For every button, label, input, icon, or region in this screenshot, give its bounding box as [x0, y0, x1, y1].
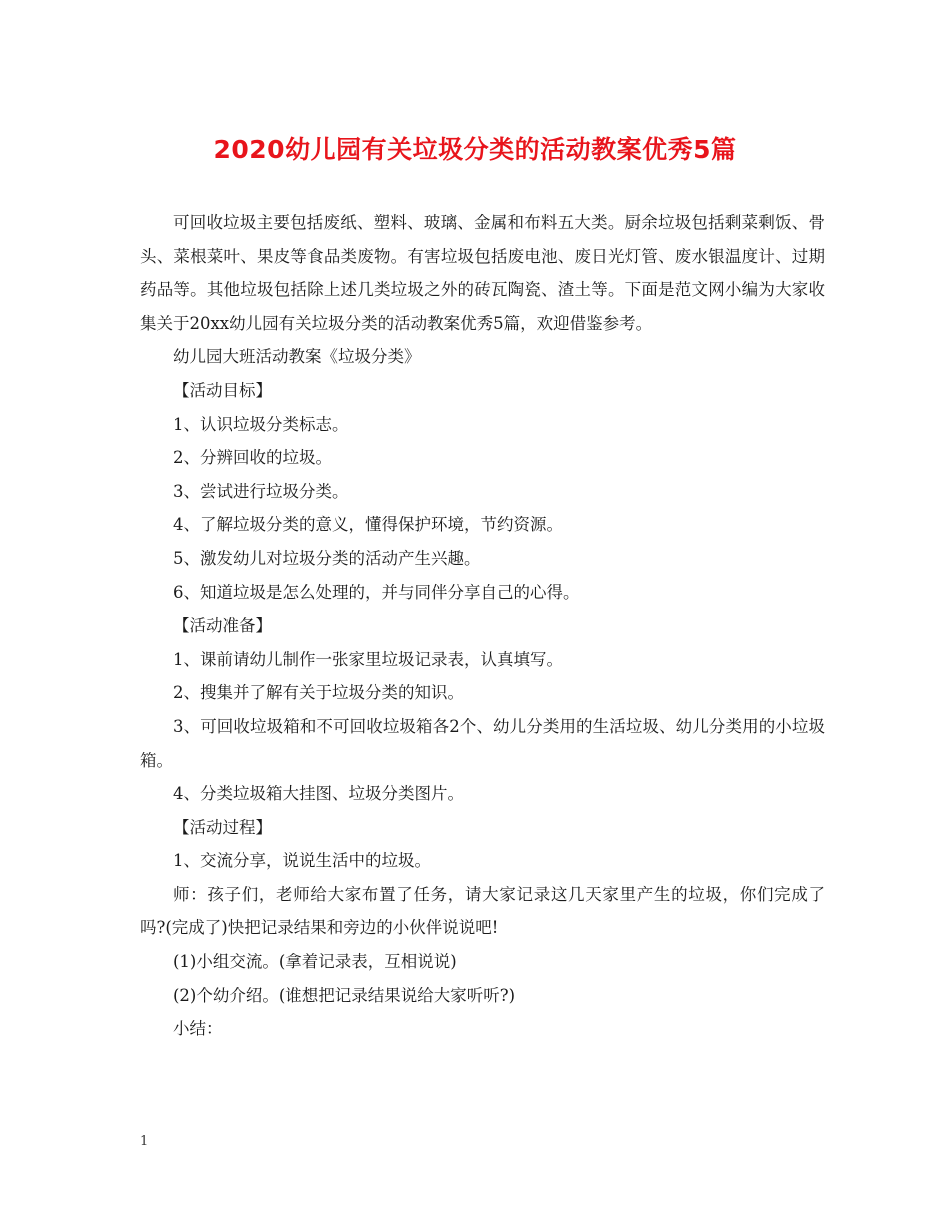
document-title: 2020幼儿园有关垃圾分类的活动教案优秀5篇 [213, 135, 737, 164]
section-heading-goals: 【活动目标】 [173, 380, 272, 400]
process-item: (2)个幼介绍。(谁想把记录结果说给大家听听?) [173, 985, 516, 1005]
goal-item: 2、分辨回收的垃圾。 [173, 448, 332, 468]
preparation-item: 2、搜集并了解有关于垃圾分类的知识。 [173, 683, 464, 703]
page-number: 1 [140, 1134, 149, 1149]
preparation-item: 4、分类垃圾箱大挂图、垃圾分类图片。 [173, 784, 464, 804]
section-heading-process: 【活动过程】 [173, 817, 272, 837]
goal-item: 6、知道垃圾是怎么处理的，并与同伴分享自己的心得。 [173, 582, 580, 602]
preparation-item: 1、课前请幼儿制作一张家里垃圾记录表，认真填写。 [173, 649, 563, 669]
process-paragraph: 师：孩子们，老师给大家布置了任务，请大家记录这几天家里产生的垃圾，你们完成了吗?(完成了)快把记录结果和旁边的小伙伴说说吧! [140, 884, 825, 938]
section-heading-preparation: 【活动准备】 [173, 616, 272, 636]
process-item: (1)小组交流。(拿着记录表，互相说说) [173, 952, 457, 972]
process-item: 1、交流分享，说说生活中的垃圾。 [173, 851, 431, 871]
goal-item: 3、尝试进行垃圾分类。 [173, 481, 349, 501]
summary-label: 小结： [173, 1019, 223, 1039]
goal-item: 1、认识垃圾分类标志。 [173, 414, 349, 434]
preparation-item: 3、可回收垃圾箱和不可回收垃圾箱各2个、幼儿分类用的生活垃圾、幼儿分类用的小垃圾箱。 [140, 716, 825, 770]
goal-item: 4、了解垃圾分类的意义，懂得保护环境，节约资源。 [173, 515, 563, 535]
intro-paragraph: 可回收垃圾主要包括废纸、塑料、玻璃、金属和布料五大类。厨余垃圾包括剩菜剩饭、骨头、菜根菜叶、果皮等食品类废物。有害垃圾包括废电池、废日光灯管、废水银温度计、过期药品等。其他垃圾包括除上述几类垃圾之外的砖瓦陶瓷、渣土等。下面是范文网小编为大家收集关于20xx幼儿园有关垃圾分类的活动教案优秀5篇，欢迎借鉴参考。 [140, 213, 825, 333]
goal-item: 5、激发幼儿对垃圾分类的活动产生兴趣。 [173, 548, 481, 568]
lesson-heading: 幼儿园大班活动教案《垃圾分类》 [173, 347, 421, 367]
document-body [140, 206, 825, 1046]
